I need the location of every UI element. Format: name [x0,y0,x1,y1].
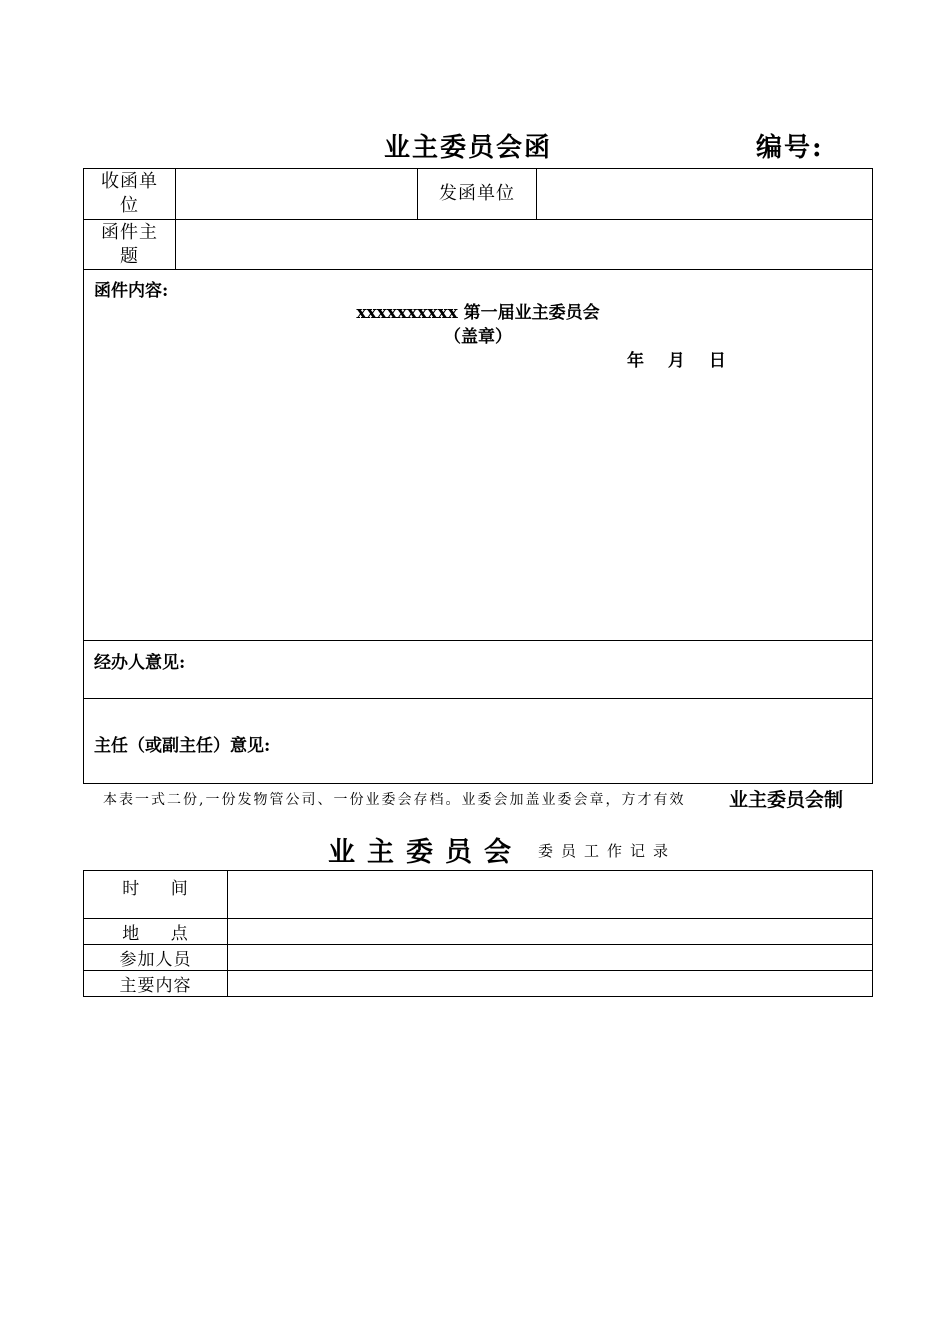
content-label: 函件内容: [94,281,169,301]
location-label: 地 点 [84,919,228,945]
director-opinion-area[interactable] [84,699,873,784]
sender-field[interactable] [537,169,873,220]
date-line: 年 月 日 [627,351,726,371]
letter-title: 业主委员会函 [384,133,553,163]
record-subtitle: 委员工作记录 [538,842,677,860]
org-line: xxxxxxxxxx 第一届业主委员会 [356,303,600,323]
main-content-field[interactable] [228,971,873,997]
recipient-label: 收函单位 [101,171,158,216]
maker-label: 业主委员会制 [729,789,844,811]
subject-label: 函件主题 [101,221,158,267]
letter-form [83,168,873,784]
handler-opinion-area[interactable] [84,641,873,699]
footer-note: 本表一式二份,一份发物管公司、一份业委会存档。业委会加盖业委会章，方才有效 [103,792,686,808]
table-row [84,945,873,971]
attendees-field[interactable] [228,945,873,971]
recipient-field[interactable] [176,169,418,220]
attendees-label: 参加人员 [84,945,228,971]
director-opinion-label: 主任（或副主任）意见: [94,736,271,756]
table-row [84,971,873,997]
handler-opinion-label: 经办人意见: [94,653,186,673]
record-title: 业主委员会 [328,837,523,868]
seal-line: （盖章） [444,327,512,347]
subject-field[interactable] [176,220,873,270]
sender-label: 发函单位 [418,169,537,220]
subject-label-cell [84,220,176,270]
time-field[interactable] [228,871,873,919]
work-record-table [83,870,873,997]
recipient-label-cell [84,169,176,220]
content-area[interactable] [84,270,873,641]
table-row [84,919,873,945]
location-field[interactable] [228,919,873,945]
table-row [84,871,873,919]
time-label: 时 间 [84,871,228,919]
letter-number-label: 编号: [756,133,824,163]
main-content-label: 主要内容 [84,971,228,997]
